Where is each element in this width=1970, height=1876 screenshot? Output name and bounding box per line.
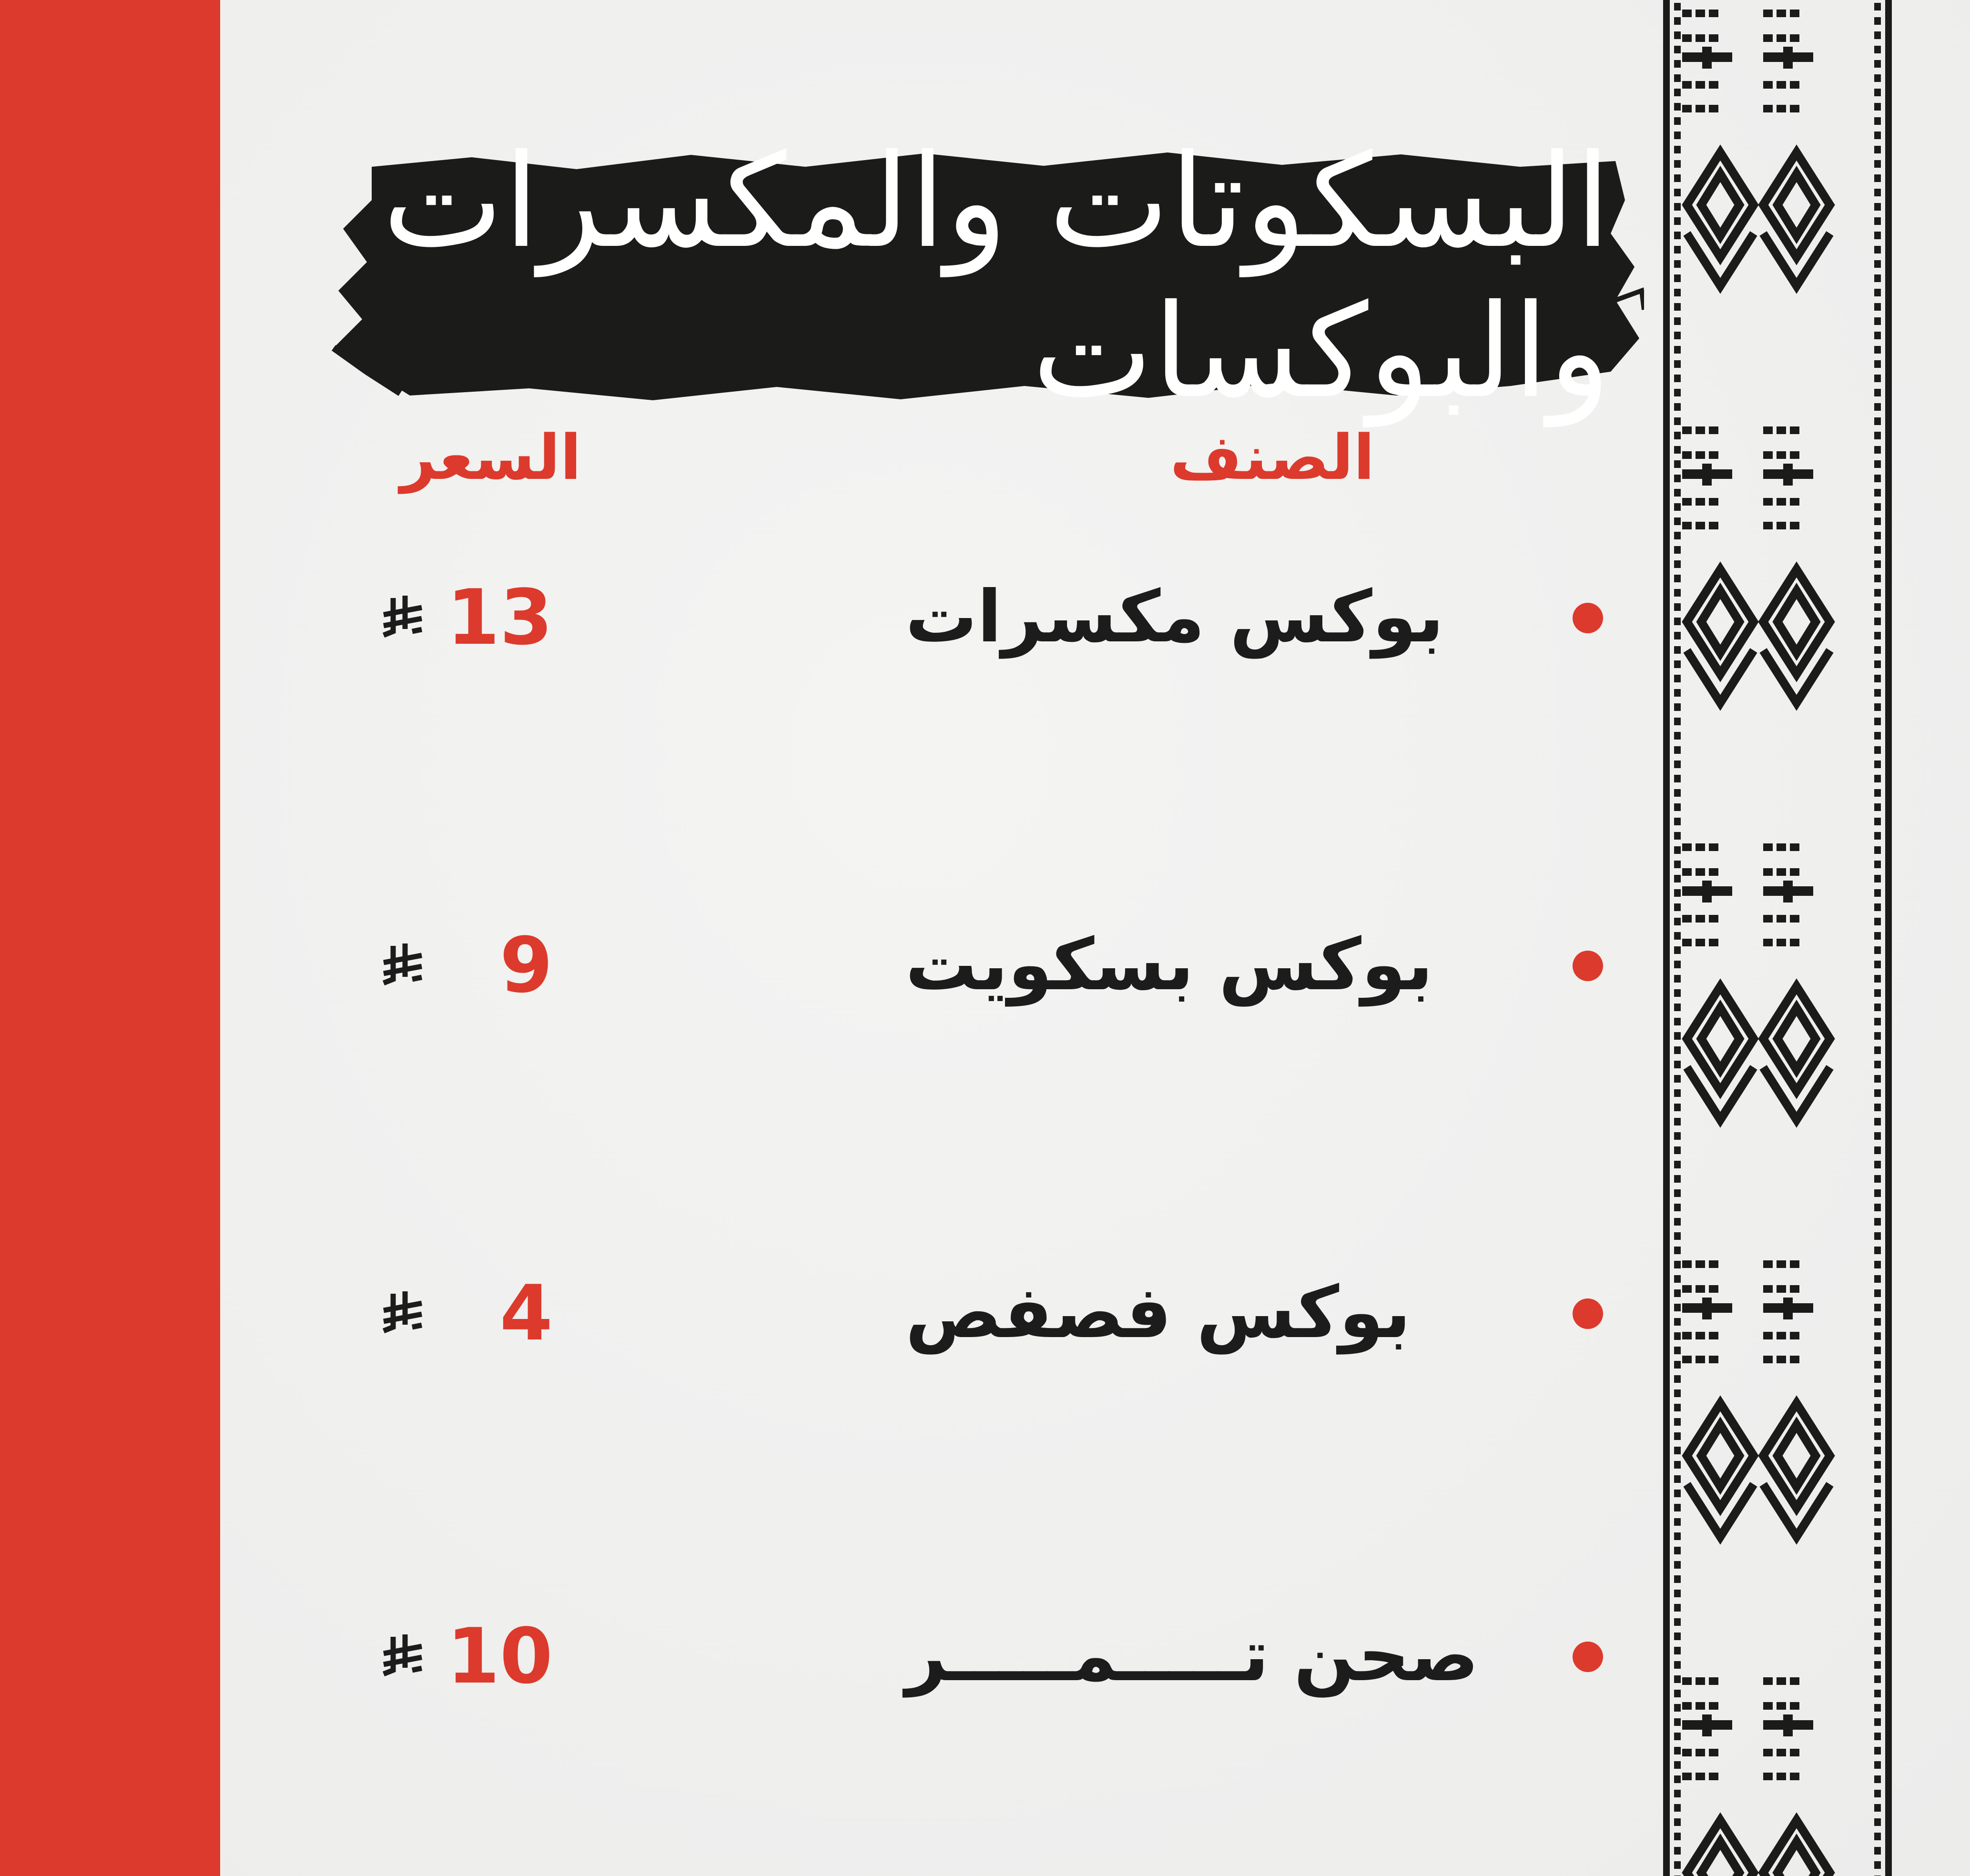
- riyal-symbol-icon: [376, 903, 429, 1027]
- menu-row: [0, 1251, 1620, 1375]
- item-name: صحن تـــــمـــــر: [905, 1614, 1479, 1697]
- item-price: 9: [499, 920, 553, 1010]
- riyal-symbol-icon: [376, 1251, 429, 1375]
- sadu-pattern-border: [1663, 0, 1892, 1876]
- item-price: 4: [499, 1268, 553, 1358]
- price-column-header: السعر: [400, 421, 581, 494]
- riyal-symbol-icon: [376, 555, 429, 679]
- bullet-icon: [1573, 951, 1603, 981]
- item-column-header: الصنف: [1170, 421, 1375, 494]
- menu-row: [0, 1594, 1620, 1718]
- menu-title: البسكوتات والمكسرات والبوكسات: [382, 126, 1611, 426]
- item-name: بوكس بسكويت: [905, 923, 1433, 1006]
- bullet-icon: [1573, 1642, 1603, 1672]
- menu-row: [0, 903, 1620, 1027]
- bullet-icon: [1573, 1298, 1603, 1329]
- bullet-icon: [1573, 603, 1603, 633]
- item-name: بوكس فصفص: [905, 1271, 1411, 1354]
- item-price: 13: [447, 572, 553, 662]
- riyal-symbol-icon: [376, 1594, 429, 1718]
- menu-row: [0, 555, 1620, 679]
- item-name: بوكس مكسرات: [905, 576, 1444, 659]
- item-price: 10: [447, 1611, 553, 1701]
